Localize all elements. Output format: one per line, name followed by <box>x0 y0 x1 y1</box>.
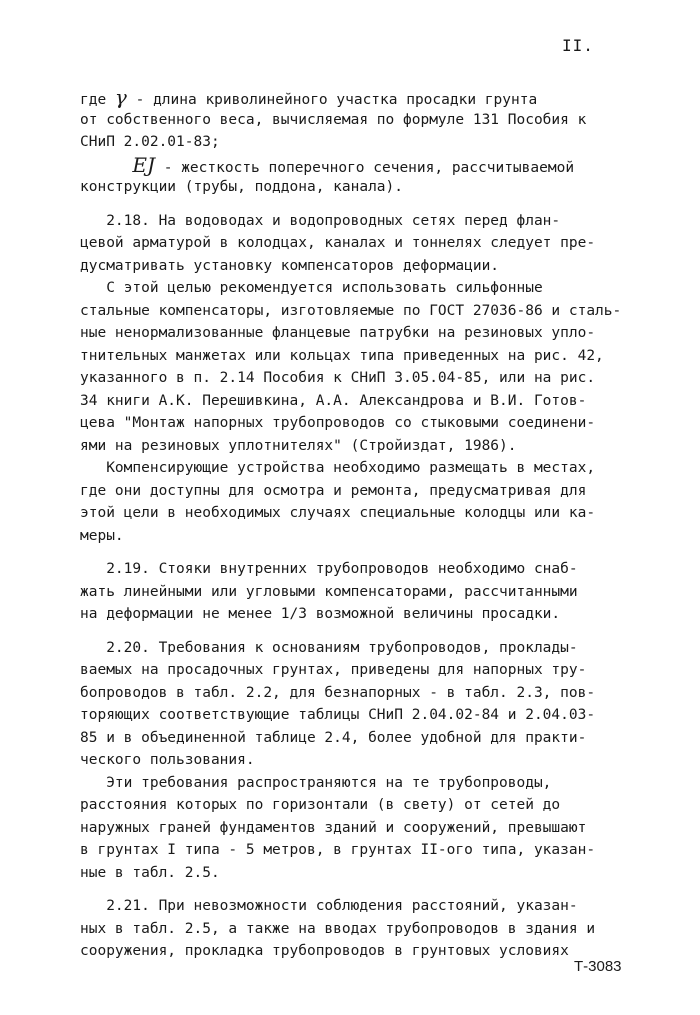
text-segment: 2.19. Стояки внутренних трубопроводов необходимо снаб- <box>80 561 578 577</box>
text-segment: цева "Монтаж напорных трубопроводов со стыковыми соединени- <box>80 415 596 431</box>
text-segment: цевой арматурой в колодцах, каналах и тоннелях следует пре- <box>80 235 596 251</box>
text-segment: расстояния которых по горизонтали (в свету) от сетей до <box>80 797 561 813</box>
text-line <box>80 435 600 458</box>
text-line <box>80 727 600 750</box>
text-line <box>80 480 600 503</box>
text-line <box>80 940 600 963</box>
text-line <box>80 109 600 132</box>
text-segment: ваемых на просадочных грунтах, приведены для напорных тру- <box>80 662 587 678</box>
paragraph <box>80 895 600 963</box>
text-segment: 85 и в объединенной таблице 2.4, более удобной для практи- <box>80 729 587 746</box>
text-segment: на деформации не менее 1/3 возможной величины просадки. <box>80 606 561 622</box>
paragraph <box>80 558 600 626</box>
paragraph <box>80 277 622 457</box>
text-segment: от собственного веса, вычисляемая по формуле 131 Пособия к <box>80 111 587 128</box>
text-segment: - жесткость поперечного сечения, рассчитываемой <box>155 159 575 176</box>
paragraph <box>80 772 600 885</box>
text-line <box>80 255 600 278</box>
text-segment: наружных граней фундаментов зданий и сооружений, превышают <box>80 819 587 836</box>
text-line <box>80 704 600 727</box>
text-line <box>80 603 600 626</box>
text-line <box>80 682 600 705</box>
text-line <box>80 581 600 604</box>
paragraph <box>80 86 600 154</box>
text-line <box>80 131 600 154</box>
text-segment: бопроводов в табл. 2.2, для безнапорных - в табл. 2.3, пов- <box>80 684 596 701</box>
text-line <box>80 558 600 581</box>
text-segment: ных в табл. 2.5, а также на вводах трубопроводов в здания и <box>80 920 596 937</box>
paragraph <box>80 210 600 278</box>
text-segment <box>80 160 132 176</box>
text-line <box>80 232 600 255</box>
text-segment: сооружения, прокладка трубопроводов в грунтовых условиях <box>80 943 569 959</box>
text-segment: - длина криволинейного участка просадки грунта <box>126 92 538 108</box>
paragraph <box>80 457 600 547</box>
paragraph <box>80 637 600 772</box>
text-segment: где <box>80 92 115 108</box>
text-segment: жать линейными или угловыми компенсаторами, рассчитанными <box>80 583 578 600</box>
text-segment: указанного в п. 2.14 Пособия к СНиП 3.05.04-85, или на рис. <box>80 370 596 386</box>
text-segment: тнительных манжетах или кольцах типа приведенных на рис. 42, <box>80 347 604 364</box>
text-segment: этой цели в необходимых случаях специальные колодцы или ка- <box>80 505 596 521</box>
text-line <box>80 176 600 199</box>
ej-symbol: EJ <box>132 152 156 177</box>
text-line <box>80 154 600 177</box>
gamma-symbol: γ <box>114 85 127 109</box>
paragraph <box>80 154 600 199</box>
text-line <box>80 367 600 390</box>
text-line <box>80 895 600 918</box>
text-line <box>80 772 600 795</box>
text-segment: С этой целью рекомендуется использовать сильфонные <box>80 280 543 296</box>
text-segment: 34 книги А.К. Перешивкина, А.А. Александрова и В.И. Готов- <box>80 392 587 409</box>
text-segment: ями на резиновых уплотнителях" (Стройиздат, 1986). <box>80 437 517 454</box>
document-code: Т-3083 <box>574 958 622 975</box>
text-segment: меры. <box>80 527 124 544</box>
text-line <box>80 525 600 548</box>
text-line <box>80 637 600 660</box>
page-number: II. <box>562 36 594 55</box>
text-line <box>80 918 600 941</box>
text-segment: Компенсирующие устройства необходимо размещать в местах, <box>80 460 596 476</box>
text-line <box>80 839 600 862</box>
text-segment: торяющих соответствующие таблицы СНиП 2.04.02-84 и 2.04.03- <box>80 707 596 723</box>
text-segment: 2.21. При невозможности соблюдения расстояний, указан- <box>80 898 578 914</box>
text-line <box>80 322 600 345</box>
text-line <box>80 300 622 323</box>
text-line <box>80 862 600 885</box>
text-segment: ные ненормализованные фланцевые патрубки на резиновых упло- <box>80 325 596 341</box>
text-line <box>80 210 600 233</box>
text-line <box>80 817 600 840</box>
text-segment: где они доступны для осмотра и ремонта, предусматривая для <box>80 482 587 499</box>
text-line <box>80 749 600 772</box>
text-line <box>80 457 600 480</box>
text-line <box>80 86 600 109</box>
text-line <box>80 794 600 817</box>
text-line <box>80 659 600 682</box>
text-segment: 2.18. На водоводах и водопроводных сетях перед флан- <box>80 212 561 229</box>
text-segment: СНиП 2.02.01-83; <box>80 134 220 150</box>
text-segment: конструкции (трубы, поддона, канала). <box>80 179 404 195</box>
text-segment: в грунтах I типа - 5 метров, в грунтах II-ого типа, указан- <box>80 842 596 858</box>
text-segment: 2.20. Требования к основаниям трубопроводов, проклады- <box>80 639 578 656</box>
body-text <box>80 85 622 963</box>
text-line <box>80 390 600 413</box>
text-segment: ческого пользования. <box>80 752 255 768</box>
text-segment: ные в табл. 2.5. <box>80 864 220 881</box>
text-segment: Эти требования распространяются на те трубопроводы, <box>80 774 552 791</box>
text-line <box>80 502 600 525</box>
text-line <box>80 277 600 300</box>
text-line <box>80 412 600 435</box>
text-line <box>80 345 604 368</box>
text-segment: стальные компенсаторы, изготовляемые по ГОСТ 27036-86 и сталь- <box>80 302 622 319</box>
text-segment: дусматривать установку компенсаторов деформации. <box>80 257 500 274</box>
